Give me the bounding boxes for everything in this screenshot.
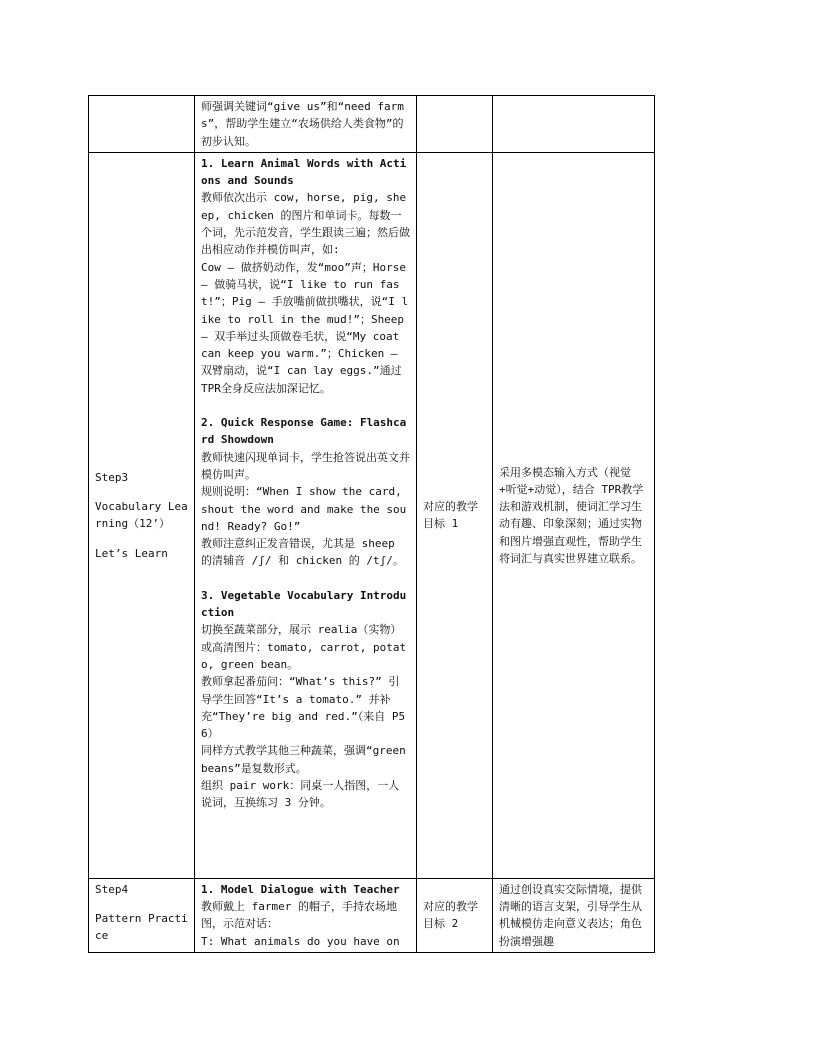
objective-cell: [417, 878, 493, 952]
step-title: Vocabulary Learning（12’）: [95, 500, 188, 531]
section-title: 1. Model Dialogue with Teacher: [201, 882, 400, 896]
section-text: 教师拿起番茄问：“What’s this?” 引导学生回答“It’s a tomato.” 并补充“They’re big and red.”（来自 P56）: [201, 675, 406, 741]
objective-text: 对应的教学目标 2: [423, 900, 478, 931]
table-row: [89, 152, 655, 878]
rationale-cell: [493, 152, 655, 878]
table-row: [89, 96, 655, 153]
activity-cell: [195, 152, 417, 878]
objective-cell: [417, 152, 493, 878]
section-text: 组织 pair work：同桌一人指图，一人说词，互换练习 3 分钟。: [201, 778, 400, 810]
section-text: 教师依次出示 cow, horse, pig, sheep, chicken 的图片和单词卡。每数一个词，先示范发音，学生跟读三遍；然后做出相应动作并模仿叫声，如:: [201, 191, 410, 257]
section-text: 教师快速闪现单词卡，学生抢答说出英文并模仿叫声。: [201, 450, 410, 481]
step-label: Step3: [95, 470, 129, 484]
rationale-text: 采用多模态输入方式（视觉+听觉+动觉），结合 TPR教学法和游戏机制，使词汇学习生动有趣、印象深刻；通过实物和图片增强直观性，帮助学生将词汇与真实世界建立联系。: [499, 465, 644, 565]
step-subtitle: Let’s Learn: [95, 546, 168, 560]
step-label: Step4: [95, 882, 129, 896]
step-cell: [89, 152, 195, 878]
section-text: 同样方式教学其他三种蔬菜，强调“green beans”是复数形式。: [201, 744, 406, 775]
step-cell: [89, 878, 195, 952]
activity-cell: [195, 96, 417, 153]
lesson-plan-table: [88, 95, 655, 953]
section-title: 1. Learn Animal Words with Actions and Sounds: [201, 156, 407, 188]
objective-cell: [417, 96, 493, 153]
rationale-cell: [493, 96, 655, 153]
section-text: 教师注意纠正发音错误，尤其是 sheep 的清辅音 /ʃ/ 和 chicken 的 /tʃ/。: [201, 537, 404, 568]
section-text: T: What animals do you have on: [201, 934, 400, 948]
section-title: 2. Quick Response Game: Flashcard Showdown: [201, 416, 407, 447]
step-title: Pattern Practice: [95, 912, 188, 943]
activity-text: 师强调关键词“give us”和“need farms”，帮助学生建立“农场供给人类食物”的初步认知。: [201, 100, 404, 148]
section-text: 规则说明：“When I show the card, shout the word and make the sound! Ready? Go!”: [201, 485, 407, 533]
section-text: 切换至蔬菜部分，展示 realia（实物）或高清图片：tomato, carrot, potato, green bean。: [201, 623, 407, 671]
table-row: [89, 878, 655, 952]
activity-cell: [195, 878, 417, 952]
section-text: Cow — 做挤奶动作，发“moo”声；Horse — 做骑马状，说“I like to run fast!”；Pig — 手放嘴前做拱嘴状，说“I like to roll in the mud!”；Sheep — 双手举过头顶做卷毛状，说“My coat can keep you warm.”；Chicken — 双臂扇动，说“I can lay eggs.”通过 TPR全身反应法加深记忆。: [201, 260, 409, 395]
section-title: 3. Vegetable Vocabulary Introduction: [201, 588, 407, 620]
rationale-cell: [493, 878, 655, 952]
section-text: 教师戴上 farmer 的帽子，手持农场地图，示范对话：: [201, 900, 397, 931]
objective-text: 对应的教学目标 1: [423, 500, 478, 531]
rationale-text: 通过创设真实交际情境，提供清晰的语言支架，引导学生从机械模仿走向意义表达；角色扮演增强趣: [499, 882, 642, 948]
step-cell: [89, 96, 195, 153]
